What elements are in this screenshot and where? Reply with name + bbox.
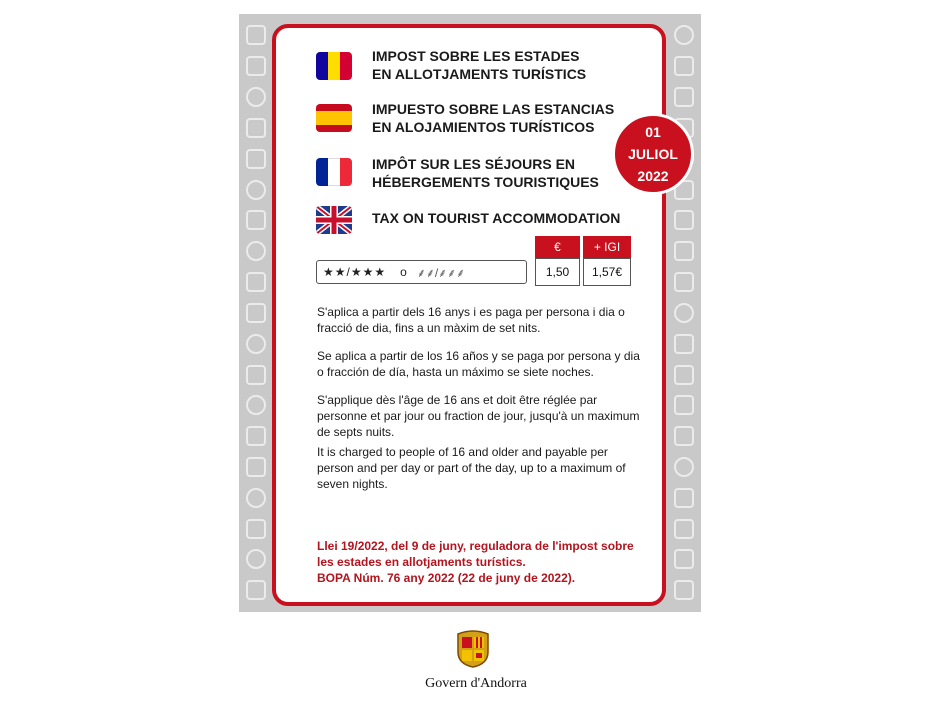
heading-french bbox=[372, 155, 599, 191]
plate-icon bbox=[674, 303, 694, 323]
painting-icon bbox=[246, 272, 266, 292]
legal-line-3: BOPA Núm. 76 any 2022 (22 de juny de 2022). bbox=[317, 571, 576, 585]
paw-icon bbox=[246, 180, 266, 200]
sofa-icon bbox=[246, 365, 266, 385]
heading-spanish-line1: IMPUESTO SOBRE LAS ESTANCIAS bbox=[372, 101, 615, 117]
paragraph-catalan: S'aplica a partir dels 16 anys i es paga per persona i dia o fracció de dia, fins a un màxim de set nits. bbox=[317, 305, 625, 335]
legal-reference bbox=[317, 538, 637, 586]
bed-icon bbox=[674, 241, 694, 261]
building-icon bbox=[674, 56, 694, 76]
date-month: JULIOL bbox=[628, 146, 678, 162]
andorra-coat-of-arms-icon bbox=[454, 628, 492, 668]
date-day: 01 bbox=[645, 124, 661, 140]
tariff-value-euro: 1,50 bbox=[535, 258, 580, 286]
paragraph-french: S'applique dès l'âge de 16 ans et doit être réglée par personne et par jour ou fraction de jour, jusqu'à un maximum de septs nuits. bbox=[317, 393, 640, 439]
airplane-icon bbox=[674, 580, 694, 600]
painting-icon bbox=[246, 118, 266, 138]
heading-english-line1: TAX ON TOURIST ACCOMMODATION bbox=[372, 210, 621, 226]
heading-catalan-line2: EN ALLOTJAMENTS TURÍSTICS bbox=[372, 66, 587, 82]
heading-catalan bbox=[372, 47, 586, 83]
category-connector: o bbox=[400, 265, 407, 279]
tv-icon bbox=[246, 303, 266, 323]
service-bell-icon bbox=[674, 519, 694, 539]
andorra-flag-suitcase-icon bbox=[316, 52, 352, 80]
coffee-cup-icon bbox=[246, 395, 266, 415]
painting-icon bbox=[246, 580, 266, 600]
airplane-icon bbox=[674, 426, 694, 446]
tariff-category bbox=[316, 260, 527, 284]
paw-icon bbox=[246, 334, 266, 354]
bed-icon bbox=[674, 395, 694, 415]
sofa-icon bbox=[246, 210, 266, 230]
painting-icon bbox=[246, 426, 266, 446]
heading-spanish bbox=[372, 100, 614, 136]
spain-flag-suitcase-icon bbox=[316, 104, 352, 132]
building-icon bbox=[674, 488, 694, 508]
heading-catalan-line1: IMPOST SOBRE LES ESTADES bbox=[372, 48, 580, 64]
building-icon bbox=[674, 334, 694, 354]
paw-icon bbox=[246, 488, 266, 508]
heading-english bbox=[372, 209, 620, 227]
date-badge bbox=[612, 113, 694, 195]
paragraph-spanish: Se aplica a partir de los 16 años y se paga por persona y dia o fracción de día, hasta un máximo se siete noches. bbox=[317, 349, 640, 379]
uk-flag-suitcase-icon bbox=[316, 206, 352, 234]
government-name: Govern d'Andorra bbox=[425, 676, 527, 691]
tv-icon bbox=[246, 457, 266, 477]
decorative-icon-strip-right bbox=[667, 14, 701, 612]
coffee-cup-icon bbox=[246, 241, 266, 261]
legal-line-2: les estades en allotjaments turístics. bbox=[317, 555, 526, 569]
bed-icon bbox=[674, 549, 694, 569]
heading-french-line1: IMPÔT SUR LES SÉJOURS EN bbox=[372, 156, 576, 172]
legal-line-1: Llei 19/2022, del 9 de juny, reguladora de l'impost sobre bbox=[317, 539, 634, 553]
wheat-ears-icon: ⸙⸙/⸙⸙⸙ bbox=[416, 265, 466, 280]
coffee-cup-icon bbox=[246, 87, 266, 107]
service-bell-icon bbox=[674, 365, 694, 385]
sofa-icon bbox=[246, 56, 266, 76]
decorative-icon-strip-left bbox=[239, 14, 273, 612]
heading-spanish-line2: EN ALOJAMIENTOS TURÍSTICOS bbox=[372, 119, 595, 135]
service-bell-icon bbox=[674, 210, 694, 230]
date-year: 2022 bbox=[637, 168, 669, 184]
paw-icon bbox=[246, 25, 266, 45]
star-rating-icon: ★★/★★★ bbox=[323, 265, 387, 279]
plate-icon bbox=[674, 457, 694, 477]
heading-french-line2: HÉBERGEMENTS TOURISTIQUES bbox=[372, 174, 599, 190]
bed-icon bbox=[674, 87, 694, 107]
airplane-icon bbox=[674, 272, 694, 292]
tariff-header-igi: + IGI bbox=[583, 236, 631, 258]
tv-icon bbox=[246, 149, 266, 169]
paragraph-english: It is charged to people of 16 and older and payable per person and per day or part of the day, up to a maximum of seven nights. bbox=[317, 445, 626, 491]
plate-icon bbox=[674, 25, 694, 45]
tariff-header-euro: € bbox=[535, 236, 580, 258]
tariff-value-igi: 1,57€ bbox=[583, 258, 631, 286]
coffee-cup-icon bbox=[246, 549, 266, 569]
sofa-icon bbox=[246, 519, 266, 539]
france-flag-suitcase-icon bbox=[316, 158, 352, 186]
